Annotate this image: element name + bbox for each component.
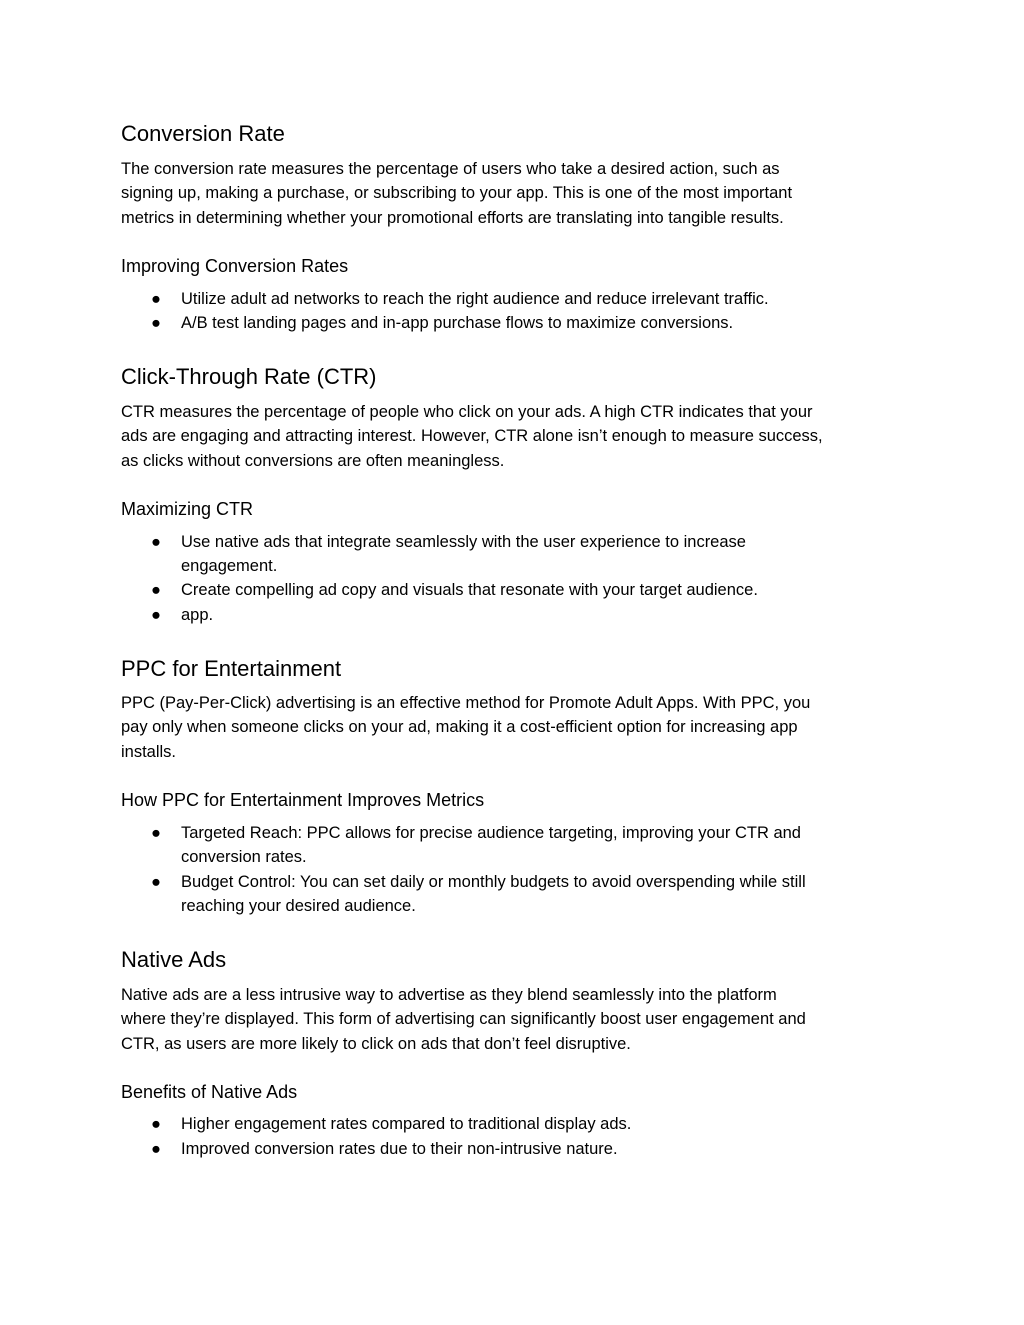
paragraph-line: as clicks without conversions are often meaningless. [121,451,505,470]
paragraph-line: installs. [121,742,177,761]
subheading-how-ppc-improves-metrics: How PPC for Entertainment Improves Metrics [121,790,485,810]
bullet-dot: ● [151,1140,161,1158]
list-item [181,603,213,627]
bullet-dot: ● [151,290,161,308]
paragraph-line: signing up, making a purchase, or subscribing to your app. This is one of the most important [121,184,793,203]
paragraph-native-ads [121,983,921,1056]
bullet-dot: ● [151,1115,161,1133]
list-item [181,578,758,602]
paragraph-line: ads are engaging and attracting interest. However, CTR alone isn’t enough to measure success, [121,427,823,446]
list-item-line: engagement. [181,557,278,576]
list-item [181,870,806,919]
paragraph-line: PPC (Pay-Per-Click) advertising is an effective method for Promote Adult Apps. With PPC, you [121,694,811,712]
subheading-maximizing-ctr: Maximizing CTR [121,499,254,519]
list-item-line: reaching your desired audience. [181,897,416,916]
list-item [181,1137,618,1161]
paragraph-line: pay only when someone clicks on your ad, making it a cost-efficient option for increasing app [121,718,798,737]
paragraph-line: metrics in determining whether your promotional efforts are translating into tangible results. [121,208,784,227]
list-item [181,1112,631,1136]
list-item-line: app. [181,606,214,624]
bullet-dot: ● [151,581,161,599]
paragraph-line: CTR, as users are more likely to click on ads that don’t feel disruptive. [121,1034,631,1053]
list-item-line: Higher engagement rates compared to traditional display ads. [181,1115,632,1133]
list-item-line: conversion rates. [181,848,307,867]
paragraph-line: where they’re displayed. This form of advertising can significantly boost user engagement and [121,1010,806,1029]
section-heading-ppc: PPC for Entertainment [121,656,342,681]
list-item [181,821,801,870]
list-item-line: Use native ads that integrate seamlessly with the user experience to increase [181,533,746,551]
paragraph-ctr [121,400,921,473]
paragraph-line: CTR measures the percentage of people who click on your ads. A high CTR indicates that your [121,403,813,421]
list-item [181,311,733,335]
list-item-line: Create compelling ad copy and visuals that resonate with your target audience. [181,581,758,599]
list-item-line: Budget Control: You can set daily or monthly budgets to avoid overspending while still [181,873,806,891]
list-item-line: A/B test landing pages and in-app purchase flows to maximize conversions. [181,314,734,332]
bullet-dot: ● [151,873,161,891]
list-item [181,530,746,579]
section-heading-ctr: Click-Through Rate (CTR) [121,364,377,389]
subheading-benefits-of-native-ads: Benefits of Native Ads [121,1082,298,1102]
paragraph-line: Native ads are a less intrusive way to advertise as they blend seamlessly into the platform [121,986,777,1004]
subheading-improving-conversion-rates: Improving Conversion Rates [121,256,349,276]
paragraph-ppc [121,691,921,764]
paragraph-line: The conversion rate measures the percentage of users who take a desired action, such as [121,160,780,178]
list-item-line: Targeted Reach: PPC allows for precise audience targeting, improving your CTR and [181,824,801,842]
bullet-dot: ● [151,314,161,332]
paragraph-conversion-rate [121,157,921,230]
section-heading-conversion-rate: Conversion Rate [121,121,285,146]
list-item-line: Utilize adult ad networks to reach the right audience and reduce irrelevant traffic. [181,290,769,308]
list-item-line: Improved conversion rates due to their non-intrusive nature. [181,1140,618,1158]
bullet-dot: ● [151,606,161,624]
bullet-dot: ● [151,533,161,551]
section-heading-native-ads: Native Ads [121,947,227,972]
bullet-dot: ● [151,824,161,842]
list-item [181,287,769,311]
